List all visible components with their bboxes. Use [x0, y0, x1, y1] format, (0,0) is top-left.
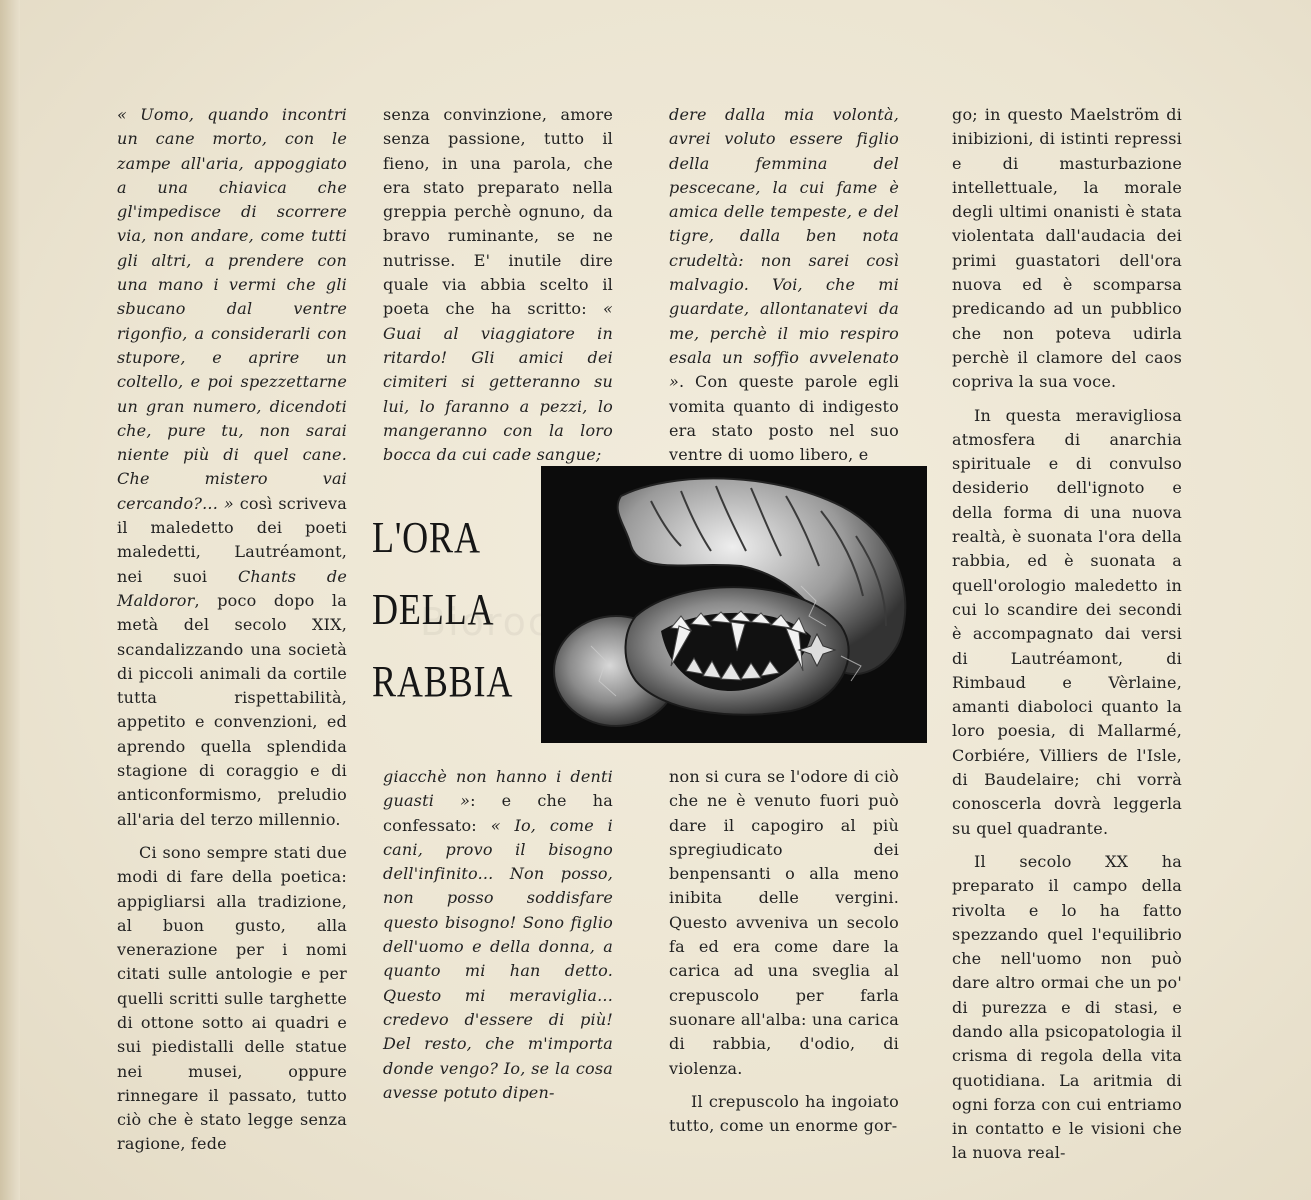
illustration-svg: [541, 466, 927, 743]
text-run: senza convinzione, amore senza passione, tutto il fieno, in una parola, che era stato preparato nella greppia perchè ognuno, da bravo ruminante, se ne nutrisse. E' inutile dire quale via abbia scelto il poeta che ha scritto:: [383, 105, 613, 319]
watermark: [420, 600, 551, 644]
paragraph: [383, 103, 613, 467]
paragraph: go; in questo Maelström di inibizioni, di istinti repressi e di masturbazione intellettuale, la morale degli ultimi onanisti è stata violentata dall'audacia dei primi guastatori dell'ora nuova ed è scomparsa predicando ad un pubblico che non poteva udirla perchè il clamore del caos copriva la sua voce.: [952, 105, 1182, 392]
headline-line: L'ORA: [372, 513, 481, 562]
column-2-bottom: [383, 765, 613, 1105]
text-run: così scriveva il maledetto dei poeti maledetti, Lautréamont, nei suoi: [117, 493, 347, 586]
headline-line: DELLA: [372, 585, 495, 634]
text-run: : e che ha confessato:: [383, 791, 613, 835]
text-run: , poco dopo la metà del secolo XIX, scandalizzando una società di piccoli animali da cortile tutta rispettabilità, appetito e convenzioni, ed aprendo quella splendida stagione di coraggio e di anticonformismo, preludio all'aria del terzo millennio.: [117, 590, 347, 829]
column-2-top: [383, 103, 613, 467]
page-edge: [0, 0, 20, 1200]
text-run: . Con queste parole egli vomita quanto di indigesto era stato posto nel suo ventre di uomo libero, e: [669, 372, 899, 465]
column-1: [117, 103, 347, 1157]
column-4: [952, 103, 1182, 1166]
paragraph: Il crepuscolo ha ingoiato tutto, come un enorme gor-: [669, 1091, 899, 1136]
headline-line: RABBIA: [372, 657, 514, 706]
paragraph: Il secolo XX ha preparato il campo della rivolta e lo ha fatto spezzando quel l'equilibrio che nell'uomo non può dare altro ormai che un po' di purezza e di stasi, e dando alla psicopatologia il crisma di regola della vita quotidiana. La aritmia di ogni forza con cui entriamo in contatto e le visioni che la nuova real-: [952, 851, 1182, 1163]
paragraph: [117, 103, 347, 832]
column-3-bottom: [669, 765, 899, 1138]
quote-italic: « Uomo, quando incontri un cane morto, con le zampe all'aria, appoggiato a una chiavica che gl'impedisce di scorrere via, non andare, come tutti gli altri, a prendere con una mano i vermi che gli sbucano dal ventre rigonfio, a considerarli con stupore, e aprire un coltello, e poi spezzettarne un gran numero, dicendoti che, pure tu, non sarai niente più di quel cane. Che mistero vai cercando?... »: [117, 105, 347, 513]
quote-italic: « Guai al viaggiatore in ritardo! Gli amici dei cimiteri si getteranno su lui, lo faranno a pezzi, lo mangeranno con la loro bocca da cui cade sangue;: [383, 299, 613, 465]
paragraph: non si cura se l'odore di ciò che ne è venuto fuori può dare il capogiro al più spregiudicato dei benpensanti o alla meno inibita delle vergini. Questo avveniva un secolo fa ed era come dare la carica ad una sveglia al crepuscolo per farla suonare all'alba: una carica di rabbia, d'odio, di violenza.: [669, 767, 899, 1078]
fanged-mouth-illustration: [541, 466, 927, 743]
paragraph: In questa meravigliosa atmosfera di anarchia spirituale e di convulso desiderio dell'ignoto e della forma di una nuova realtà, è suonata l'ora della rabbia, ed è suonata a quell'orologio maledetto in cui lo scandire dei secondi è accompagnato dai versi di Lautréamont, di Rimbaud e Vèrlaine, amanti diaboloci quanto la loro poesia, di Mallarmé, Corbiére, Villiers de l'Isle, di Baudelaire; chi vorrà conoscerla dovrà leggerla su quel quadrante.: [952, 405, 1182, 838]
paragraph: [383, 765, 613, 1105]
paragraph: Ci sono sempre stati due modi di fare della poetica: appigliarsi alla tradizione, al buon gusto, alla venerazione per i nomi citati sulle antologie e per quelli scritti sulle targhette di ottone sotto ai quadri e sui piedistalli delle statue nei musei, oppure rinnegare il passato, tutto ciò che è stato legge senza ragione, fede: [117, 842, 347, 1154]
quote-italic: giacchè non hanno i denti guasti »: [383, 767, 613, 811]
paragraph: [669, 103, 899, 467]
column-3-top: [669, 103, 899, 467]
quote-italic: « Io, come i cani, provo il bisogno dell'infinito... Non posso, non posso soddisfare questo bisogno! Sono figlio dell'uomo e della donna, a quanto mi han detto. Questo mi meraviglia... credevo d'essere di più! Del resto, che m'importa donde vengo? Io, se la cosa avesse potuto dipen-: [383, 815, 613, 1102]
book-title: Chants de Maldoror: [117, 566, 347, 610]
quote-italic: dere dalla mia volontà, avrei voluto essere figlio della femmina del pescecane, la cui fame è amica delle tempeste, e del tigre, dalla ben nota crudeltà: non sarei così malvagio. Voi, che mi guardate, allontanatevi da me, perchè il mio respiro esala un soffio avvelenato »: [669, 105, 899, 392]
